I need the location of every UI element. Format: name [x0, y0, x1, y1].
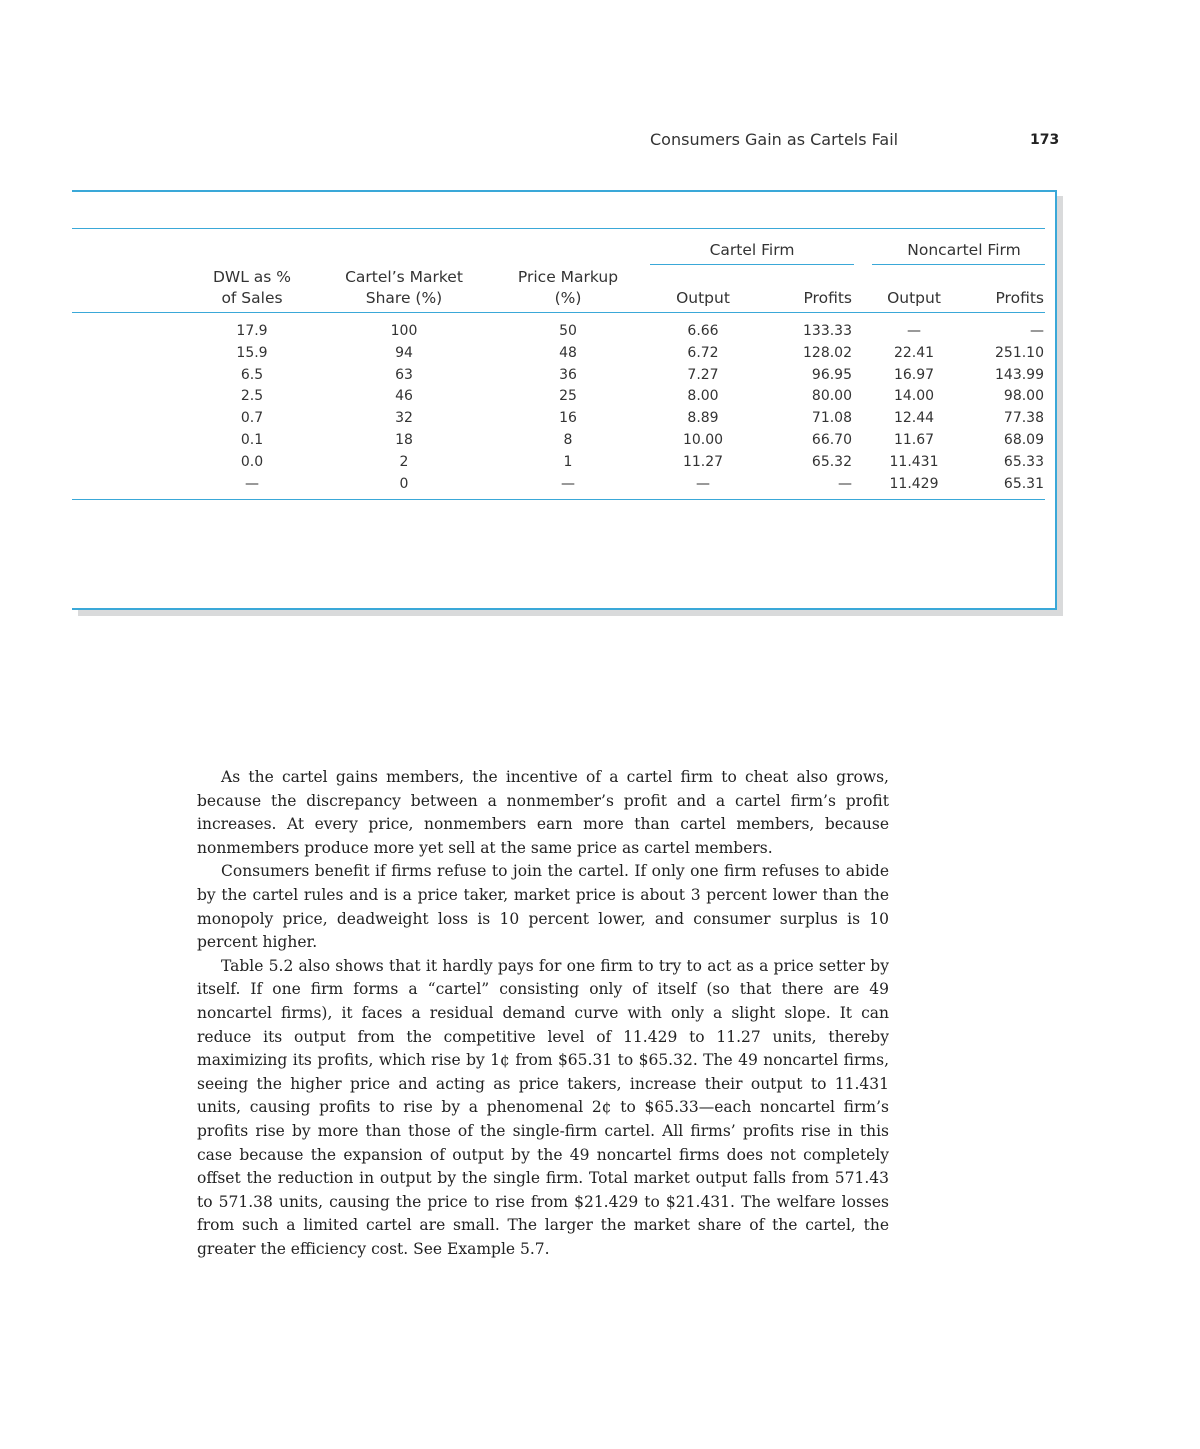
cell-cartel-profits: 96.95: [811, 366, 852, 383]
column-header-dwl: [192, 267, 312, 309]
group-rule-cartel-firm: [650, 264, 854, 265]
table-header-rule: [72, 312, 1045, 313]
cell-dwl: 15.9: [236, 344, 268, 361]
column-header-price-markup-line2: (%): [554, 289, 582, 307]
cell-market-share: 32: [395, 410, 413, 427]
cell-cartel-output: 11.27: [682, 453, 724, 470]
cell-cartel-output: 6.72: [687, 344, 719, 361]
cell-price-markup: 1: [563, 453, 573, 470]
page-number: 173: [1030, 132, 1060, 148]
cell-noncartel-profits: 77.38: [1003, 410, 1044, 427]
cell-cartel-output: 6.66: [687, 323, 719, 339]
cell-noncartel-profits: 68.09: [1003, 432, 1044, 448]
table-box: [72, 190, 1057, 610]
cell-market-share: 63: [395, 366, 413, 383]
cell-cartel-profits: 66.70: [811, 432, 852, 448]
paragraph: As the cartel gains members, the incentive of a cartel firm to cheat also grows, because the discrepancy between a nonmember’s profit and a cartel firm’s profit increases. At every price, nonmembers earn more than cartel members, because nonmembers produce more yet sell at the same price as cartel members.: [197, 768, 889, 857]
cell-market-share: 18: [395, 432, 413, 448]
cell-market-share: 2: [399, 453, 409, 470]
cell-cartel-profits: 128.02: [803, 344, 852, 361]
cell-noncartel-output: 14.00: [893, 388, 935, 405]
column-header-price-markup: [500, 267, 636, 309]
cell-price-markup: —: [561, 475, 575, 492]
cell-dwl: —: [245, 475, 259, 492]
cell-dwl: 2.5: [240, 388, 264, 405]
cell-noncartel-output: 11.431: [889, 453, 939, 470]
cell-cartel-output: 8.00: [687, 388, 719, 405]
cell-noncartel-profits: —: [1030, 323, 1044, 339]
table-top-rule: [72, 228, 1045, 229]
cell-price-markup: 25: [559, 388, 577, 405]
cell-noncartel-profits: 98.00: [1003, 388, 1044, 405]
paragraph: Table 5.2 also shows that it hardly pays for one firm to try to act as a price setter by itself. If one firm forms a “cartel” consisting only of itself (so that there are 49 noncartel firms), it faces a residual demand curve with only a slight slope. It can reduce its output from the competitive level of 11.429 to 11.27 units, thereby maximizing its profits, which rise by 1¢ from $65.31 to $65.32. The 49 noncartel firms, seeing the higher price and acting as price takers, increase their output to 11.431 units, causing profits to rise by a phenomenal 2¢ to $65.33—each noncartel firm’s profits rise by more than those of the single-firm cartel. All firms’ profits rise in this case because the expansion of output by the 49 noncartel firms does not completely offset the reduction in output by the single firm. Total market output falls from 571.43 to 571.38 units, causing the price to rise from $21.429 to $21.431. The welfare losses from such a limited cartel are small. The larger the market share of the cartel, the greater the efficiency cost. See Example 5.7.: [197, 956, 889, 1258]
cell-noncartel-output: —: [907, 323, 921, 339]
column-header-cartel-output: Output: [676, 289, 730, 307]
cell-cartel-output: 10.00: [682, 432, 724, 448]
cell-price-markup: 50: [559, 323, 577, 339]
cell-cartel-profits: —: [838, 475, 852, 492]
group-header-noncartel-firm: Noncartel Firm: [907, 241, 1021, 259]
cell-cartel-output: —: [696, 475, 710, 492]
group-header-cartel-firm: Cartel Firm: [709, 241, 795, 259]
cell-cartel-profits: 71.08: [811, 410, 852, 427]
cell-price-markup: 48: [559, 344, 577, 361]
cell-dwl: 0.1: [240, 432, 264, 448]
cell-dwl: 0.7: [240, 410, 264, 427]
body-text: [197, 766, 889, 1261]
cell-price-markup: 16: [559, 410, 577, 427]
column-header-dwl-line1: DWL as %: [212, 268, 292, 286]
cell-noncartel-profits: 143.99: [995, 366, 1044, 383]
cell-noncartel-profits: 65.31: [1003, 475, 1044, 492]
column-header-market-share: [334, 267, 474, 309]
cell-noncartel-output: 22.41: [893, 344, 935, 361]
cell-price-markup: 36: [559, 366, 577, 383]
cell-noncartel-profits: 251.10: [995, 344, 1044, 361]
column-header-dwl-line2: of Sales: [221, 289, 283, 307]
table-bottom-rule: [72, 499, 1045, 500]
cell-cartel-profits: 65.32: [811, 453, 852, 470]
column-header-noncartel-profits: Profits: [995, 289, 1044, 307]
running-head: Consumers Gain as Cartels Fail: [650, 130, 899, 149]
column-header-noncartel-output: Output: [887, 289, 941, 307]
cell-cartel-output: 8.89: [687, 410, 719, 427]
cell-market-share: 100: [390, 323, 418, 339]
cell-dwl: 6.5: [240, 366, 264, 383]
cell-noncartel-output: 12.44: [893, 410, 935, 427]
cell-dwl: 17.9: [236, 323, 268, 339]
cell-price-markup: 8: [563, 432, 573, 448]
cell-noncartel-output: 16.97: [893, 366, 935, 383]
cell-cartel-output: 7.27: [687, 366, 719, 383]
cell-market-share: 0: [399, 475, 409, 492]
cell-market-share: 94: [395, 344, 413, 361]
column-header-price-markup-line1: Price Markup: [517, 268, 619, 286]
cell-noncartel-output: 11.429: [889, 475, 939, 492]
cell-cartel-profits: 133.33: [803, 323, 852, 339]
column-header-market-share-line1: Cartel’s Market: [345, 268, 463, 286]
cell-noncartel-output: 11.67: [893, 432, 935, 448]
column-header-cartel-profits: Profits: [803, 289, 852, 307]
column-header-market-share-line2: Share (%): [365, 289, 443, 307]
cell-market-share: 46: [395, 388, 413, 405]
cell-dwl: 0.0: [240, 453, 264, 470]
cell-noncartel-profits: 65.33: [1003, 453, 1044, 470]
cell-cartel-profits: 80.00: [811, 388, 852, 405]
paragraph: Consumers benefit if firms refuse to join the cartel. If only one firm refuses to abide by the cartel rules and is a price taker, market price is about 3 percent lower than the monopoly price, deadweight loss is 10 percent lower, and consumer surplus is 10 percent higher.: [197, 862, 889, 952]
group-rule-noncartel-firm: [872, 264, 1045, 265]
